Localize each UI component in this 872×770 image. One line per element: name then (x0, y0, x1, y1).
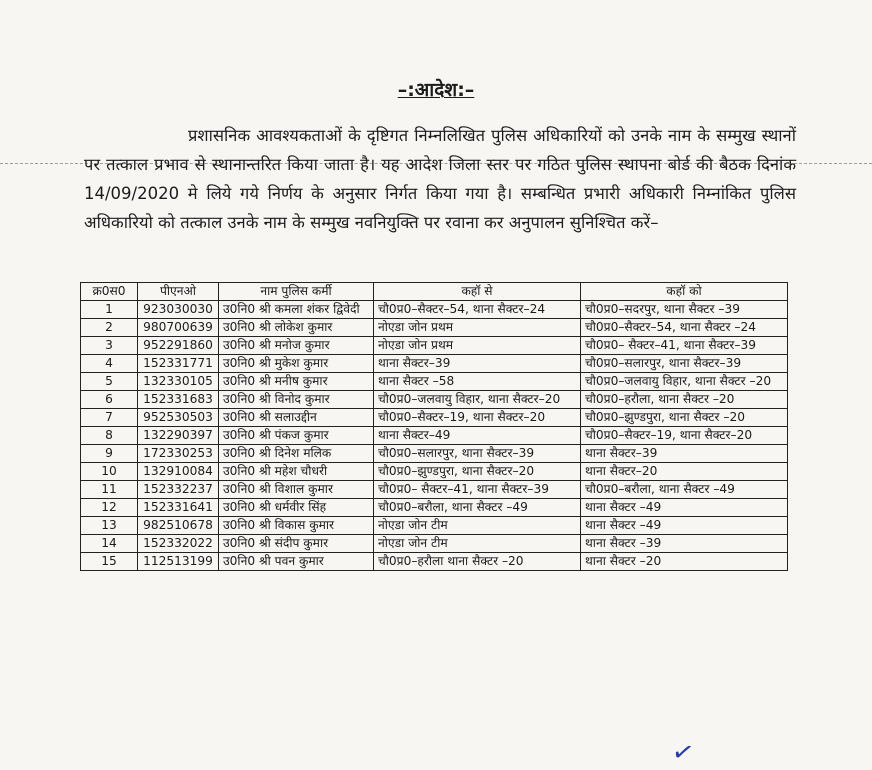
cell-serial: 4 (81, 355, 138, 373)
cell-pno: 152332022 (138, 535, 219, 553)
cell-to: थाना सैक्टर–20 (581, 463, 788, 481)
cell-from: चौ0प्र0–सैक्टर–54, थाना सैक्टर–24 (374, 301, 581, 319)
cell-serial: 8 (81, 427, 138, 445)
table-header-row (81, 283, 788, 301)
cell-to: चौ0प्र0–हरौला, थाना सैक्टर –20 (581, 391, 788, 409)
cell-to: चौ0प्र0–सैक्टर–19, थाना सैक्टर–20 (581, 427, 788, 445)
table-row (81, 481, 788, 499)
cell-name: उ0नि0 श्री पवन कुमार (219, 553, 374, 571)
table-row (81, 391, 788, 409)
cell-name: उ0नि0 श्री विनोद कुमार (219, 391, 374, 409)
cell-pno: 152332237 (138, 481, 219, 499)
cell-serial: 12 (81, 499, 138, 517)
cell-to: चौ0प्र0–सलारपुर, थाना सैक्टर–39 (581, 355, 788, 373)
cell-name: उ0नि0 श्री विशाल कुमार (219, 481, 374, 499)
cell-serial: 14 (81, 535, 138, 553)
cell-from: चौ0प्र0–हरौला थाना सैक्टर –20 (374, 553, 581, 571)
cell-pno: 112513199 (138, 553, 219, 571)
table-row (81, 319, 788, 337)
order-paragraph (84, 121, 796, 237)
cell-name: उ0नि0 श्री मुकेश कुमार (219, 355, 374, 373)
document-heading: –:आदेश:– (397, 79, 475, 101)
cell-to: थाना सैक्टर–39 (581, 445, 788, 463)
cell-from: चौ0प्र0–झुण्डपुरा, थाना सैक्टर–20 (374, 463, 581, 481)
cell-pno: 152331641 (138, 499, 219, 517)
table-row (81, 355, 788, 373)
table-row (81, 499, 788, 517)
cell-name: उ0नि0 श्री पंकज कुमार (219, 427, 374, 445)
cell-name: उ0नि0 श्री विकास कुमार (219, 517, 374, 535)
cell-serial: 2 (81, 319, 138, 337)
cell-name: उ0नि0 श्री दिनेश मलिक (219, 445, 374, 463)
table-row (81, 409, 788, 427)
cell-pno: 172330253 (138, 445, 219, 463)
table-row (81, 517, 788, 535)
cell-pno: 982510678 (138, 517, 219, 535)
cell-from: नोएडा जोन टीम (374, 517, 581, 535)
cell-serial: 3 (81, 337, 138, 355)
col-header-name: नाम पुलिस कर्मी (219, 283, 374, 301)
cell-to: चौ0प्र0–जलवायु विहार, थाना सैक्टर –20 (581, 373, 788, 391)
table-row (81, 535, 788, 553)
cell-pno: 132290397 (138, 427, 219, 445)
cell-pno: 152331771 (138, 355, 219, 373)
cell-serial: 6 (81, 391, 138, 409)
cell-to: चौ0प्र0– सैक्टर–41, थाना सैक्टर–39 (581, 337, 788, 355)
col-header-to: कहॉ को (581, 283, 788, 301)
table-row (81, 301, 788, 319)
cell-name: उ0नि0 श्री लोकेश कुमार (219, 319, 374, 337)
cell-to: थाना सैक्टर –39 (581, 535, 788, 553)
table-body (81, 301, 788, 571)
cell-pno: 952530503 (138, 409, 219, 427)
cell-serial: 9 (81, 445, 138, 463)
table-row (81, 337, 788, 355)
cell-from: चौ0प्र0–सलारपुर, थाना सैक्टर–39 (374, 445, 581, 463)
cell-to: चौ0प्र0–सदरपुर, थाना सैक्टर –39 (581, 301, 788, 319)
cell-from: थाना सैक्टर–39 (374, 355, 581, 373)
cell-name: उ0नि0 श्री सलाउद्दीन (219, 409, 374, 427)
cell-from: थाना सैक्टर–49 (374, 427, 581, 445)
cell-name: उ0नि0 श्री मनीष कुमार (219, 373, 374, 391)
cell-name: उ0नि0 श्री मनोज कुमार (219, 337, 374, 355)
transfer-table (80, 282, 788, 571)
cell-from: चौ0प्र0–सैक्टर–19, थाना सैक्टर–20 (374, 409, 581, 427)
cell-from: नोएडा जोन टीम (374, 535, 581, 553)
table-row (81, 373, 788, 391)
cell-serial: 7 (81, 409, 138, 427)
cell-name: उ0नि0 श्री संदीप कुमार (219, 535, 374, 553)
paragraph-text: प्रशासनिक आवश्यकताओं के दृष्टिगत निम्नलिखित पुलिस अधिकारियों को उनके नाम के सम्मुख स्थानों पर तत्काल प्रभाव से स्थानान्तरित किया जाता है। यह आदेश जिला स्तर पर गठित पुलिस स्थापना बोर्ड की बैठक दिनांक 14/09/2020 मे लिये गये निर्णय के अनुसार निर्गत किया गया है। सम्बन्धित प्रभारी अधिकारी निम्नांकित पुलिस अधिकारियो को तत्काल उनके नाम के सम्मुख नवनियुक्ति पर रवाना कर अनुपालन सुनिश्चित करें– (84, 126, 796, 232)
cell-pno: 980700639 (138, 319, 219, 337)
cell-serial: 11 (81, 481, 138, 499)
cell-name: उ0नि0 श्री धर्मवीर सिंह (219, 499, 374, 517)
cell-serial: 1 (81, 301, 138, 319)
cell-from: नोएडा जोन प्रथम (374, 337, 581, 355)
table-row (81, 463, 788, 481)
col-header-from: कहॉ से (374, 283, 581, 301)
cell-from: चौ0प्र0–जलवायु विहार, थाना सैक्टर–20 (374, 391, 581, 409)
col-header-serial: क्र0स0 (81, 283, 138, 301)
page-fold-line (0, 163, 872, 164)
cell-pno: 132330105 (138, 373, 219, 391)
cell-from: चौ0प्र0– सैक्टर–41, थाना सैक्टर–39 (374, 481, 581, 499)
cell-to: थाना सैक्टर –49 (581, 517, 788, 535)
pen-mark-icon: ✓ (669, 736, 697, 770)
cell-to: चौ0प्र0–बरौला, थाना सैक्टर –49 (581, 481, 788, 499)
cell-to: चौ0प्र0–झुण्डपुरा, थाना सैक्टर –20 (581, 409, 788, 427)
cell-to: थाना सैक्टर –20 (581, 553, 788, 571)
cell-serial: 5 (81, 373, 138, 391)
table-row (81, 553, 788, 571)
cell-pno: 923030030 (138, 301, 219, 319)
cell-from: थाना सैक्टर –58 (374, 373, 581, 391)
cell-from: नोएडा जोन प्रथम (374, 319, 581, 337)
table-row (81, 427, 788, 445)
cell-pno: 152331683 (138, 391, 219, 409)
cell-to: चौ0प्र0–सैक्टर–54, थाना सैक्टर –24 (581, 319, 788, 337)
cell-from: चौ0प्र0–बरौला, थाना सैक्टर –49 (374, 499, 581, 517)
col-header-pno: पीएनओ (138, 283, 219, 301)
table-row (81, 445, 788, 463)
cell-pno: 952291860 (138, 337, 219, 355)
cell-name: उ0नि0 श्री महेश चौधरी (219, 463, 374, 481)
cell-pno: 132910084 (138, 463, 219, 481)
cell-serial: 10 (81, 463, 138, 481)
cell-to: थाना सैक्टर –49 (581, 499, 788, 517)
cell-name: उ0नि0 श्री कमला शंकर द्विवेदी (219, 301, 374, 319)
cell-serial: 15 (81, 553, 138, 571)
cell-serial: 13 (81, 517, 138, 535)
